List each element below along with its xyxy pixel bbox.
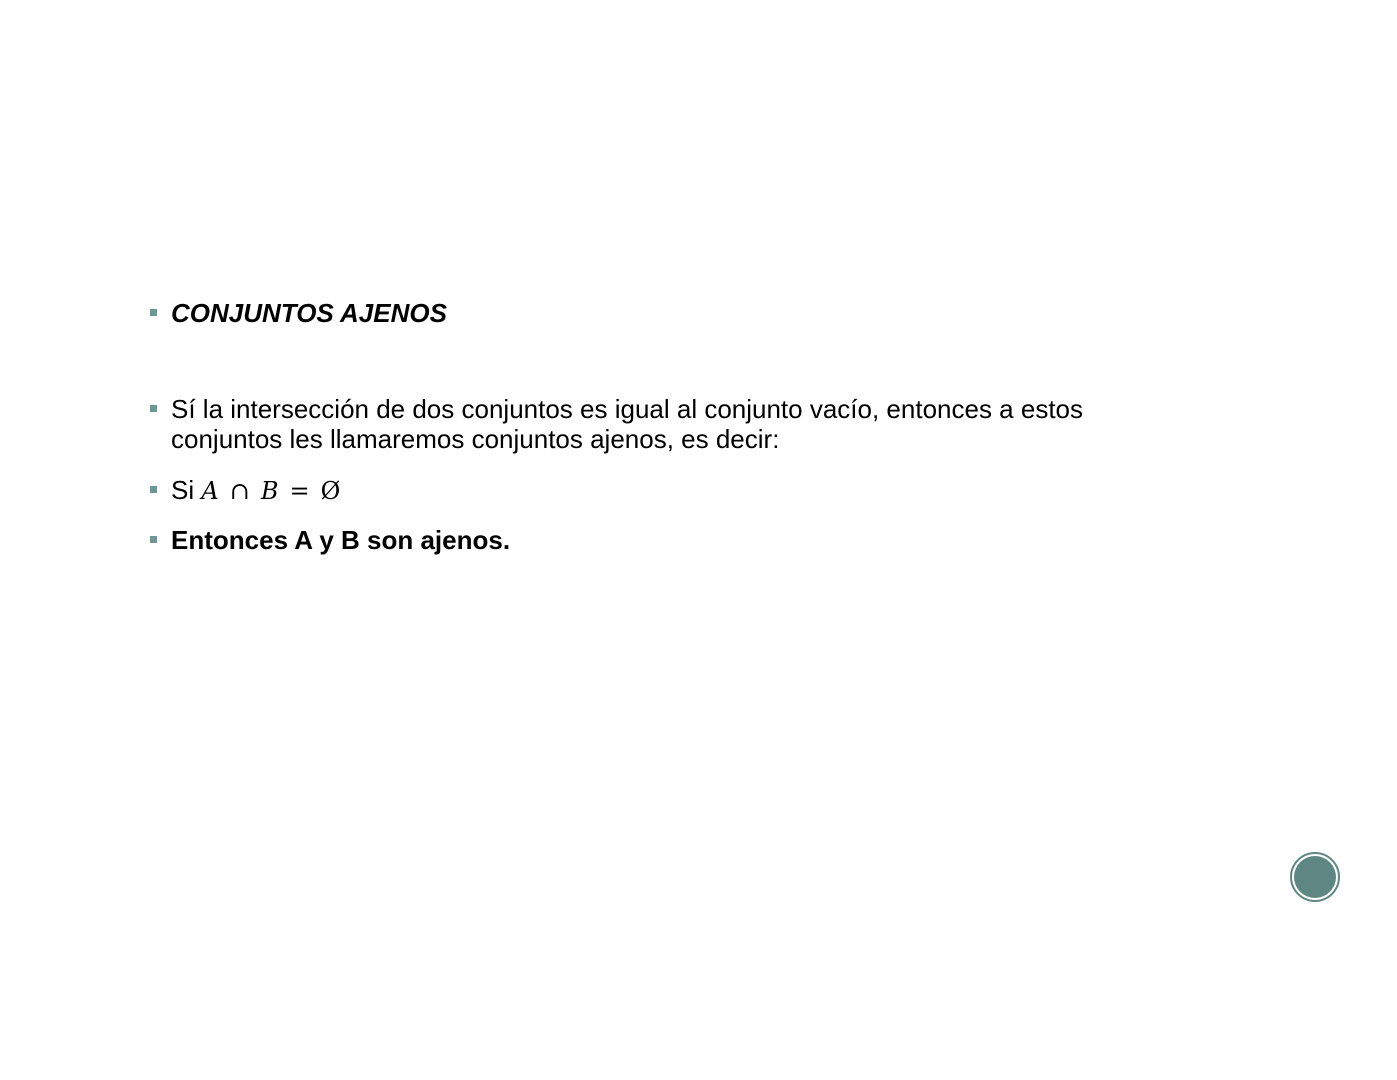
conclusion-row xyxy=(150,525,510,555)
conclusion-text: Entonces A y B son ajenos. xyxy=(171,525,511,555)
formula-row xyxy=(150,475,340,506)
formula xyxy=(171,475,340,506)
formula-math xyxy=(201,477,340,505)
square-bullet-icon xyxy=(150,309,157,316)
set-b: B xyxy=(260,477,279,505)
equals-symbol: = xyxy=(289,477,310,505)
intersection-symbol: ∩ xyxy=(229,477,250,505)
square-bullet-icon xyxy=(150,536,157,543)
circle-nav-fill xyxy=(1294,856,1336,898)
square-bullet-icon xyxy=(150,405,157,412)
definition-paragraph: Sí la intersección de dos conjuntos es igual al conjunto vacío, entonces a estos conjuntos les llamaremos conjuntos ajenos, es decir: xyxy=(171,394,1084,454)
formula-prefix: Si xyxy=(171,475,195,505)
empty-set-symbol: Ø xyxy=(320,477,341,505)
circle-nav-icon[interactable] xyxy=(1290,852,1340,902)
title-row xyxy=(150,298,447,328)
square-bullet-icon xyxy=(150,486,157,493)
slide-title: CONJUNTOS AJENOS xyxy=(171,298,447,328)
set-a: A xyxy=(201,477,219,505)
definition-row xyxy=(150,394,1171,454)
